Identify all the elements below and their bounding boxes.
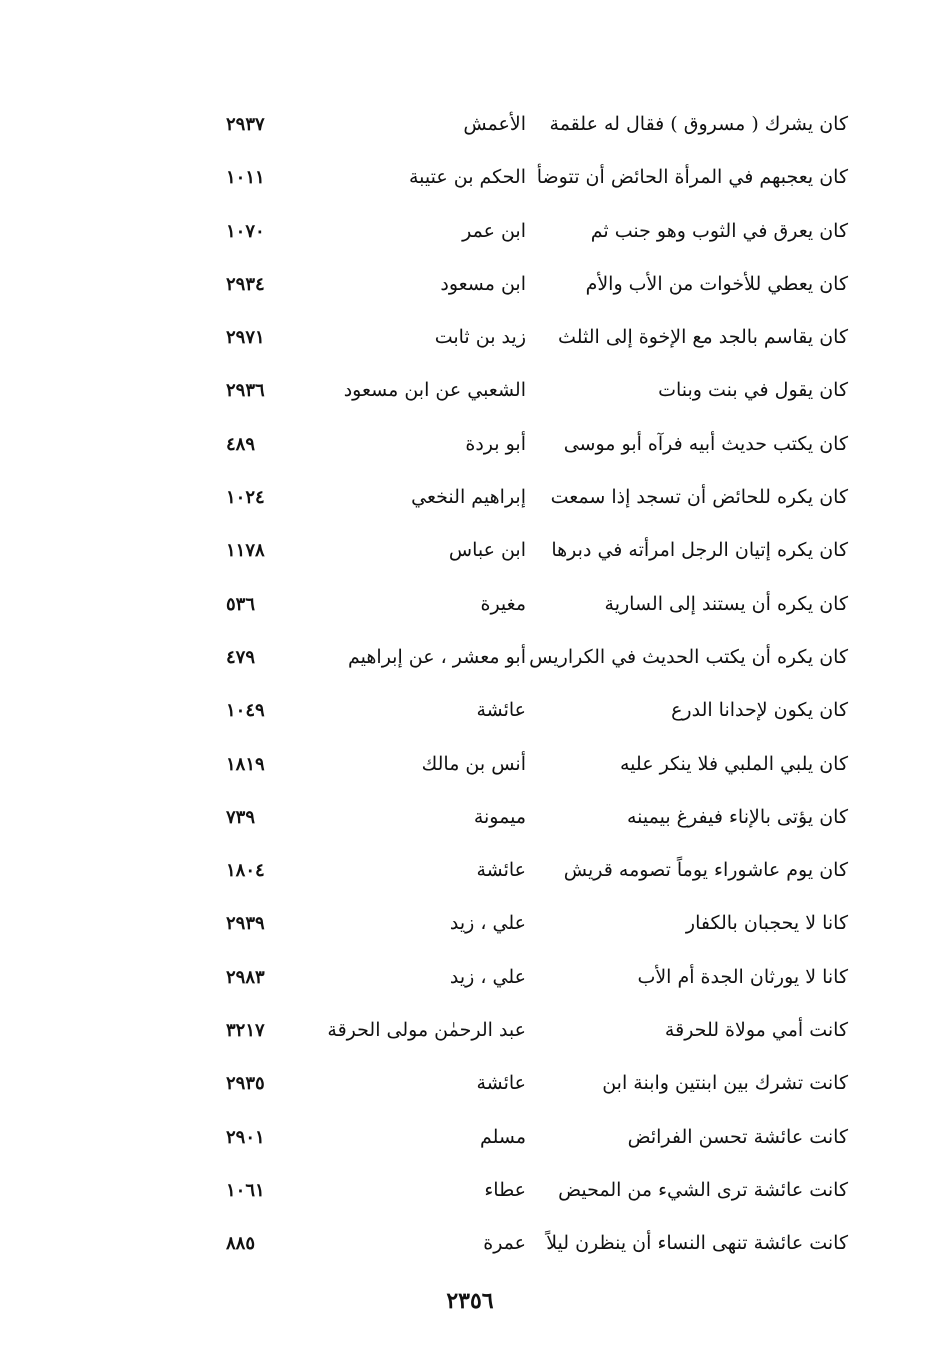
narrator-name: أبو معشر ، عن إبراهيم: [348, 645, 526, 668]
hadith-number: ١٨١٩: [226, 753, 265, 775]
hadith-text: كانت أمي مولاة للحرقة: [664, 1019, 848, 1042]
hadith-text: كان يعجبهم في المرأة الحائض أن تتوضأ: [536, 166, 848, 189]
narrator-name: ابن عباس: [448, 539, 526, 562]
index-entry: [0, 258, 940, 311]
index-entry: [0, 311, 940, 364]
hadith-number: ٢٩٣٥: [226, 1073, 265, 1095]
hadith-text: كان يكره للحائض أن تسجد إذا سمعت: [550, 486, 848, 509]
index-entry: [0, 791, 940, 844]
hadith-text: كان يعرق في الثوب وهو جنب ثم: [590, 219, 848, 242]
hadith-text: كان يكره أن يستند إلى السارية: [604, 592, 848, 615]
index-entry: [0, 897, 940, 950]
hadith-text: كان يقاسم بالجد مع الإخوة إلى الثلث: [558, 326, 848, 349]
index-entry: [0, 1164, 940, 1217]
page-number: ٢٣٥٦: [446, 1288, 494, 1314]
hadith-index-list: [0, 98, 940, 1271]
index-entry: [0, 578, 940, 631]
index-entry: [0, 205, 940, 258]
index-entry: [0, 524, 940, 577]
hadith-text: كانت تشرك بين ابنتين وابنة ابن: [602, 1072, 848, 1095]
hadith-number: ٥٣٦: [226, 593, 256, 615]
hadith-number: ٢٩٣٧: [226, 114, 265, 135]
index-entry: [0, 951, 940, 1004]
hadith-text: كانت عائشة تنهى النساء أن ينظرن ليلاً: [546, 1232, 848, 1255]
narrator-name: مغيرة: [480, 592, 526, 615]
index-entry: [0, 738, 940, 791]
hadith-text: كانت عائشة ترى الشيء من المحيض: [558, 1178, 848, 1201]
narrator-name: أبو بردة: [465, 432, 526, 455]
hadith-text: كانا لا يورثان الجدة أم الأب: [637, 965, 848, 988]
index-entry: [0, 1057, 940, 1110]
hadith-text: كان يوم عاشوراء يوماً تصومه قريش: [563, 859, 848, 882]
narrator-name: ابن عمر: [462, 219, 526, 242]
index-entry: [0, 364, 940, 417]
narrator-name: أنس بن مالك: [421, 752, 526, 775]
index-entry: [0, 98, 940, 151]
narrator-name: ميمونة: [473, 805, 526, 828]
index-entry: [0, 631, 940, 684]
hadith-number: ٢٩٣٩: [226, 913, 265, 935]
hadith-text: كانا لا يحجبان بالكفار: [685, 912, 848, 935]
hadith-number: ٧٣٩: [226, 806, 256, 828]
hadith-number: ٢٩٨٣: [226, 966, 265, 988]
hadith-text: كان يلبي الملبي فلا ينكر عليه: [619, 752, 848, 775]
hadith-text: كان يكون لإحدانا الدرع: [671, 699, 848, 722]
hadith-number: ٢٩٠١: [226, 1126, 265, 1148]
hadith-number: ١٠٢٤: [226, 487, 265, 509]
narrator-name: عائشة: [476, 699, 526, 722]
index-entry: [0, 418, 940, 471]
hadith-number: ١٠١١: [226, 167, 265, 189]
narrator-name: علي ، زيد: [449, 912, 526, 935]
hadith-text: كان يعطي للأخوات من الأب والأم: [585, 272, 848, 295]
narrator-name: عمرة: [483, 1232, 526, 1255]
narrator-name: مسلم: [479, 1125, 526, 1148]
hadith-number: ٢٩٣٤: [226, 273, 265, 295]
hadith-number: ١٠٧٠: [226, 220, 265, 242]
hadith-number: ١٠٤٩: [226, 700, 265, 722]
hadith-text: كان يؤتى بالإناء فيفرغ بيمينه: [626, 805, 848, 828]
hadith-number: ٢٩٧١: [226, 327, 265, 349]
hadith-number: ٨٨٥: [226, 1233, 256, 1255]
index-entry: [0, 844, 940, 897]
narrator-name: الشعبي عن ابن مسعود: [343, 379, 526, 402]
index-entry: [0, 471, 940, 524]
index-entry: [0, 1217, 940, 1270]
index-entry: [0, 684, 940, 737]
narrator-name: زيد بن ثابت: [434, 326, 526, 349]
narrator-name: عائشة: [476, 859, 526, 882]
hadith-text: كان يقول في بنت وبنات: [658, 379, 848, 402]
hadith-text: كانت عائشة تحسن الفرائض: [627, 1125, 848, 1148]
narrator-name: إبراهيم النخعي: [411, 486, 526, 509]
narrator-name: الحكم بن عتيبة: [408, 166, 526, 189]
narrator-name: علي ، زيد: [449, 965, 526, 988]
index-entry: [0, 1111, 940, 1164]
index-entry: [0, 151, 940, 204]
narrator-name: عبد الرحمٰن مولى الحرقة: [327, 1019, 526, 1042]
hadith-text: كان يكتب حديث أبيه فرآه أبو موسى: [563, 432, 848, 455]
hadith-number: ٣٢١٧: [226, 1020, 265, 1042]
narrator-name: عطاء: [484, 1178, 526, 1201]
hadith-number: ٢٩٣٦: [226, 380, 265, 402]
narrator-name: ابن مسعود: [440, 272, 526, 295]
hadith-number: ١٨٠٤: [226, 860, 265, 882]
hadith-text: كان يكره أن يكتب الحديث في الكراريس: [529, 645, 848, 668]
hadith-number: ١١٧٨: [226, 540, 265, 562]
hadith-number: ٤٨٩: [226, 433, 256, 455]
narrator-name: الأعمش: [463, 113, 526, 135]
hadith-text: كان يشرك ( مسروق ) فقال له علقمة: [549, 113, 848, 135]
index-entry: [0, 1004, 940, 1057]
hadith-number: ٤٧٩: [226, 646, 256, 668]
narrator-name: عائشة: [476, 1072, 526, 1095]
hadith-number: ١٠٦١: [226, 1179, 265, 1201]
hadith-text: كان يكره إتيان الرجل امرأته في دبرها: [551, 539, 848, 562]
